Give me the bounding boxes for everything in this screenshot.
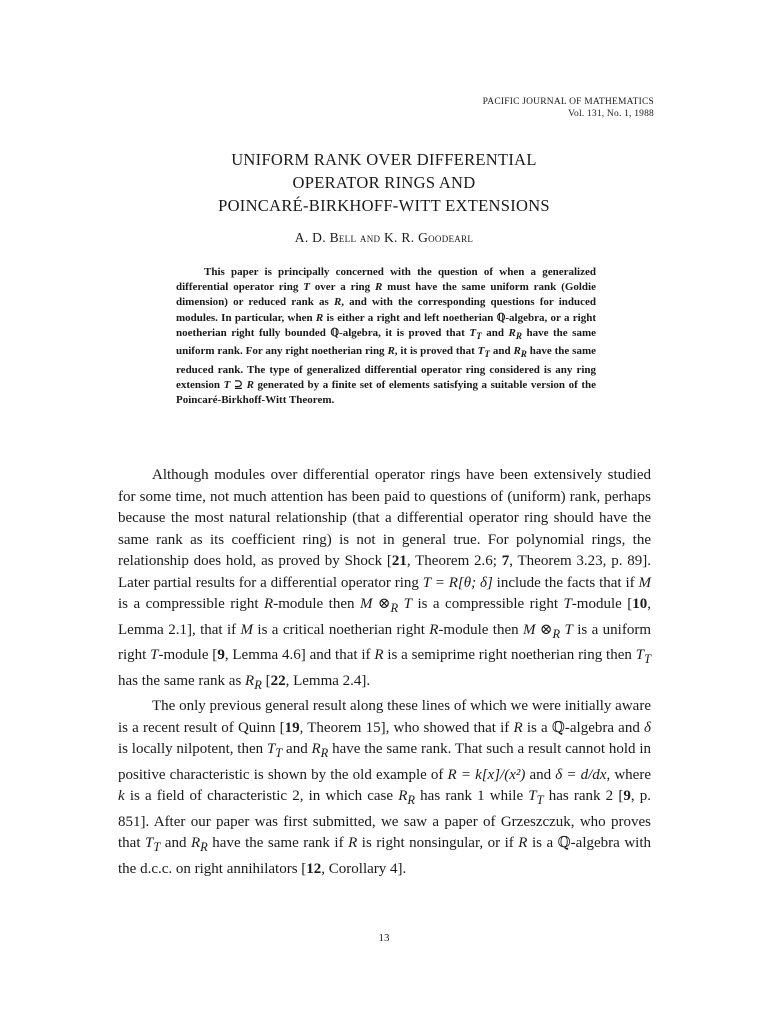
title-line: OPERATOR RINGS AND: [292, 173, 476, 192]
paragraph: The only previous general result along these lines of which we were initially aware is a recent result of Quinn [19, Theorem 15], who showed that if R is a ℚ-algebra and δ is locally nilpotent, then $T_T$ and $R_R$ have the same rank. That such a result cannot hold in positive characteristic is shown by the old example of R = k[x]/(x²) and δ = d/dx, where k is a field of characteristic 2, in which case $R_R$ has rank 1 while $T_T$ has rank 2 [9, p. 851]. After our paper was first submitted, we saw a paper of Grzeszczuk, who proves that $T_T$ and $R_R$ have the same rank if R is right nonsingular, or if R is a ℚ-algebra with the d.c.c. on right annihilators [12, Corollary 4].: [118, 698, 651, 877]
citation: 10: [632, 596, 648, 612]
citation: 22: [270, 672, 286, 689]
paper-title: [0, 148, 768, 217]
citation: 9: [623, 788, 631, 804]
page-number: 13: [378, 932, 390, 944]
citation: 21: [391, 553, 407, 569]
citation: 7: [501, 553, 510, 569]
abstract: This paper is principally concerned with the question of when a generalized differential operator ring T over a ring R must have the same uniform rank (Goldie dimension) or reduced rank as R, and with the corresponding questions for induced modules. In particular, when R is either a right and left noetherian ℚ-algebra, or a right noetherian right fully bounded ℚ-algebra, it is proved that $T_T$ and $R_R$ have the same uniform rank. For any right noetherian ring R, it is proved that $T_T$ and $R_R$ have the same reduced rank. The type of generalized differential operator ring considered is any ring extension T ⊇ R generated by a finite set of elements satisfying a suitable version of the Poincaré-Birkhoff-Witt Theorem.: [176, 266, 596, 406]
journal-volume: Vol. 131, No. 1, 1988: [568, 109, 654, 119]
citation: 9: [217, 647, 225, 663]
journal-name: PACIFIC JOURNAL OF MATHEMATICS: [482, 97, 654, 107]
authors: A. D. Bell and K. R. Goodearl: [294, 230, 474, 245]
title-line: POINCARÉ-BIRKHOFF-WITT EXTENSIONS: [218, 196, 550, 215]
citation: 19: [284, 719, 300, 736]
paragraph: Although modules over differential operator rings have been extensively studied for some time, not much attention has been paid to questions of (uniform) rank, perhaps because the most natural relationship (that a differential operator ring should have the same rank as its coefficient ring) is not in general true. For polynomial rings, the relationship does hold, as proved by Shock [21, Theorem 2.6; 7, Theorem 3.23, p. 89]. Later partial results for a differential operator ring T = R[θ; δ] include the facts that if M is a compressible right R-module then M $\otimes_R$ T is a compressible right T-module [10, Lemma 2.1], that if M is a critical noetherian right R-module then M $\otimes_R$ T is a uniform right T-module [9, Lemma 4.6] and that if R is a semiprime right noetherian ring then $T_T$ has the same rank as $R_R$ [22, Lemma 2.4].: [118, 467, 652, 692]
body-text: [118, 465, 651, 880]
journal-header: [483, 96, 654, 120]
title-line: UNIFORM RANK OVER DIFFERENTIAL: [231, 150, 537, 169]
citation: 12: [306, 860, 322, 877]
